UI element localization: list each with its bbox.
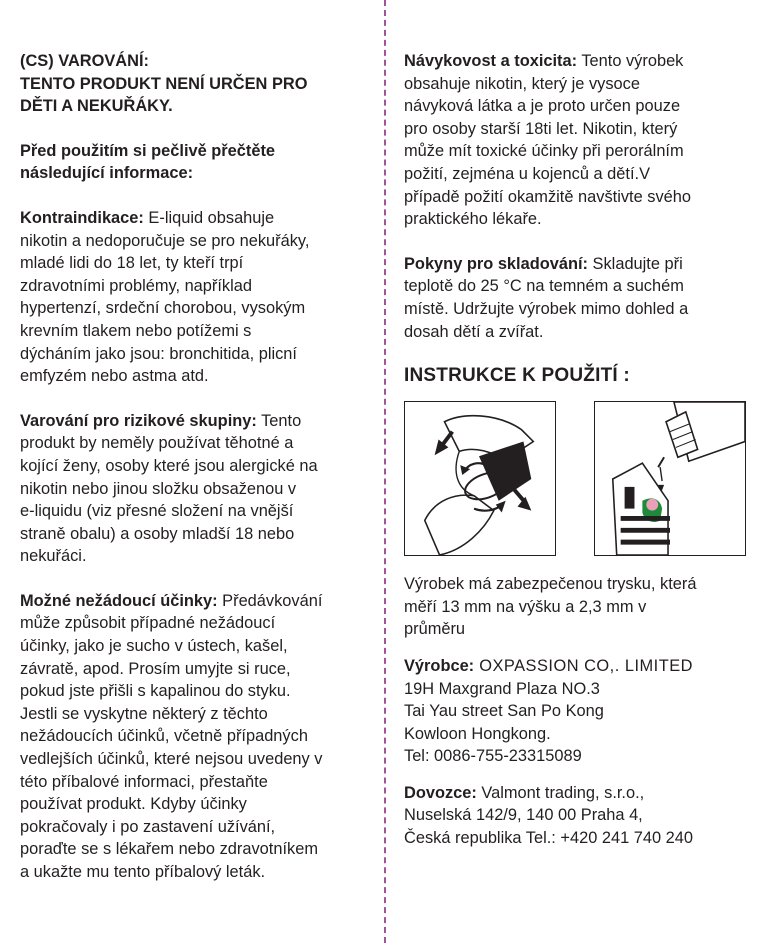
warning-title-line2: TENTO PRODUKT NENÍ URČEN PRO: [20, 74, 308, 93]
instruction-illustrations: [404, 401, 744, 559]
toxicity-text: případě požití okamžitě navštivte svého: [404, 187, 691, 206]
risk-groups-text: nikotin nebo jinou složku obsaženou v: [20, 479, 297, 498]
storage-text: dosah dětí a zvířat.: [404, 322, 544, 341]
toxicity-section: [404, 50, 744, 231]
bottle-cap-open-illustration: [404, 401, 556, 556]
toxicity-text: návyková látka a je proto určen pouze: [404, 97, 681, 116]
storage-section: [404, 253, 744, 343]
nozzle-info: [404, 573, 744, 641]
manufacturer-address: Tai Yau street San Po Kong: [404, 702, 604, 721]
instructions-heading: INSTRUKCE K POUŽITÍ :: [404, 365, 630, 387]
contraindications-text: hypertenzí, srdeční chorobou, vysokým: [20, 299, 306, 318]
notice-line1: Před použitím si pečlivě přečtěte: [20, 141, 276, 160]
contraindications-section: [20, 207, 370, 388]
refill-cartridge-illustration: [594, 401, 746, 556]
side-effects-label: Možné nežádoucí účinky:: [20, 591, 218, 610]
manufacturer-name: OXPASSION CO,. LIMITED: [474, 656, 693, 675]
contraindications-text: mladé lidi do 18 let, ty kteří trpí: [20, 254, 244, 273]
risk-groups-text: kojící ženy, osoby které jsou alergické na: [20, 456, 318, 475]
warning-title-line1: (CS) VAROVÁNÍ:: [20, 52, 149, 70]
importer-label: Dovozce:: [404, 783, 477, 802]
contraindications-text: zdravotními problémy, například: [20, 276, 252, 295]
toxicity-text: Tento výrobek: [577, 52, 684, 70]
contraindications-text: emfyzém nebo astma atd.: [20, 367, 209, 386]
contraindications-label: Kontraindikace:: [20, 208, 144, 227]
refill-cartridge-icon: [595, 402, 745, 555]
manufacturer-address: Kowloon Hongkong.: [404, 724, 551, 743]
toxicity-text: pro osoby starší 18ti let. Nikotin, který: [404, 119, 678, 138]
manufacturer-phone: Tel: 0086-755-23315089: [404, 747, 582, 766]
warning-title-line3: DĚTI A NEKUŘÁKY.: [20, 97, 173, 116]
bottle-cap-open-icon: [405, 402, 555, 555]
storage-text: teplotě do 25 °C na temném a suchém: [404, 277, 684, 296]
importer-text: Česká republika Tel.: +420 241 740 240: [404, 829, 694, 848]
left-column: [20, 50, 370, 884]
storage-label: Pokyny pro skladování:: [404, 254, 588, 273]
contraindications-text: krevním tlakem nebo potížemi s: [20, 321, 252, 340]
manufacturer-label: Výrobce:: [404, 656, 475, 675]
toxicity-text: obsahuje nikotin, který je vysoce: [404, 74, 640, 93]
importer-text: Valmont trading, s.r.o.,: [476, 783, 645, 802]
risk-groups-text: produkt by neměly používat těhotné a: [20, 434, 294, 453]
side-effects-text: této příbalové informaci, přestaňte: [20, 772, 268, 791]
side-effects-text: nežádoucích účinků, včetně případných: [20, 727, 308, 746]
notice-line2: následující informace:: [20, 164, 194, 183]
side-effects-text: vedlejších účinků, které nejsou uvedeny v: [20, 750, 323, 769]
risk-groups-label: Varování pro rizikové skupiny:: [20, 411, 257, 430]
toxicity-text: může mít toxické účinky při perorálním: [404, 142, 684, 161]
side-effects-text: a ukažte mu tento příbalový leták.: [20, 863, 266, 881]
storage-text: místě. Udržujte výrobek mimo dohled a: [404, 299, 689, 318]
side-effects-text: Jestli se vyskytne některý z těchto: [20, 704, 268, 723]
nozzle-text: Výrobek má zabezpečenou trysku, která: [404, 575, 697, 594]
side-effects-text: pokračovaly i po zastavení užívání,: [20, 817, 276, 836]
manufacturer-section: [404, 655, 744, 768]
toxicity-text: praktického lékaře.: [404, 210, 542, 229]
risk-groups-text: straně obalu) a osoby mladší 18 nebo: [20, 524, 295, 543]
right-column: [404, 50, 744, 850]
column-divider: [384, 0, 386, 943]
toxicity-text: požití, zejména u kojenců a dětí.V: [404, 164, 651, 183]
risk-groups-text: Tento: [256, 411, 302, 430]
nozzle-text: průměru: [404, 620, 466, 639]
toxicity-label: Návykovost a toxicita:: [404, 52, 578, 70]
contraindications-text: dýcháním jako jsou: bronchitida, plicní: [20, 344, 297, 363]
side-effects-text: pokud jste přišli s kapalinou do styku.: [20, 682, 291, 701]
risk-groups-text: nekuřáci.: [20, 547, 87, 566]
storage-text: Skladujte při: [588, 254, 683, 273]
risk-groups-section: [20, 410, 370, 568]
risk-groups-text: e-liquidu (viz přesné složení na vnější: [20, 502, 294, 521]
side-effects-text: závratě, apod. Prosím umyjte si ruce,: [20, 659, 291, 678]
contraindications-text: nikotin a nedoporučuje se pro nekuřáky,: [20, 231, 310, 250]
side-effects-text: Předávkování: [217, 591, 323, 610]
side-effects-section: [20, 590, 370, 884]
manufacturer-address: 19H Maxgrand Plaza NO.3: [404, 679, 600, 698]
importer-section: [404, 782, 744, 850]
contraindications-text: E-liquid obsahuje: [143, 208, 275, 227]
importer-text: Nuselská 142/9, 140 00 Praha 4,: [404, 806, 643, 825]
nozzle-text: měří 13 mm na výšku a 2,3 mm v: [404, 597, 647, 616]
side-effects-text: může způsobit případné nežádoucí: [20, 614, 276, 633]
side-effects-text: používat produkt. Kdyby účinky: [20, 795, 247, 814]
side-effects-text: poraďte se s lékařem nebo zdravotníkem: [20, 840, 318, 859]
side-effects-text: účinky, jako je sucho v ústech, kašel,: [20, 637, 288, 656]
